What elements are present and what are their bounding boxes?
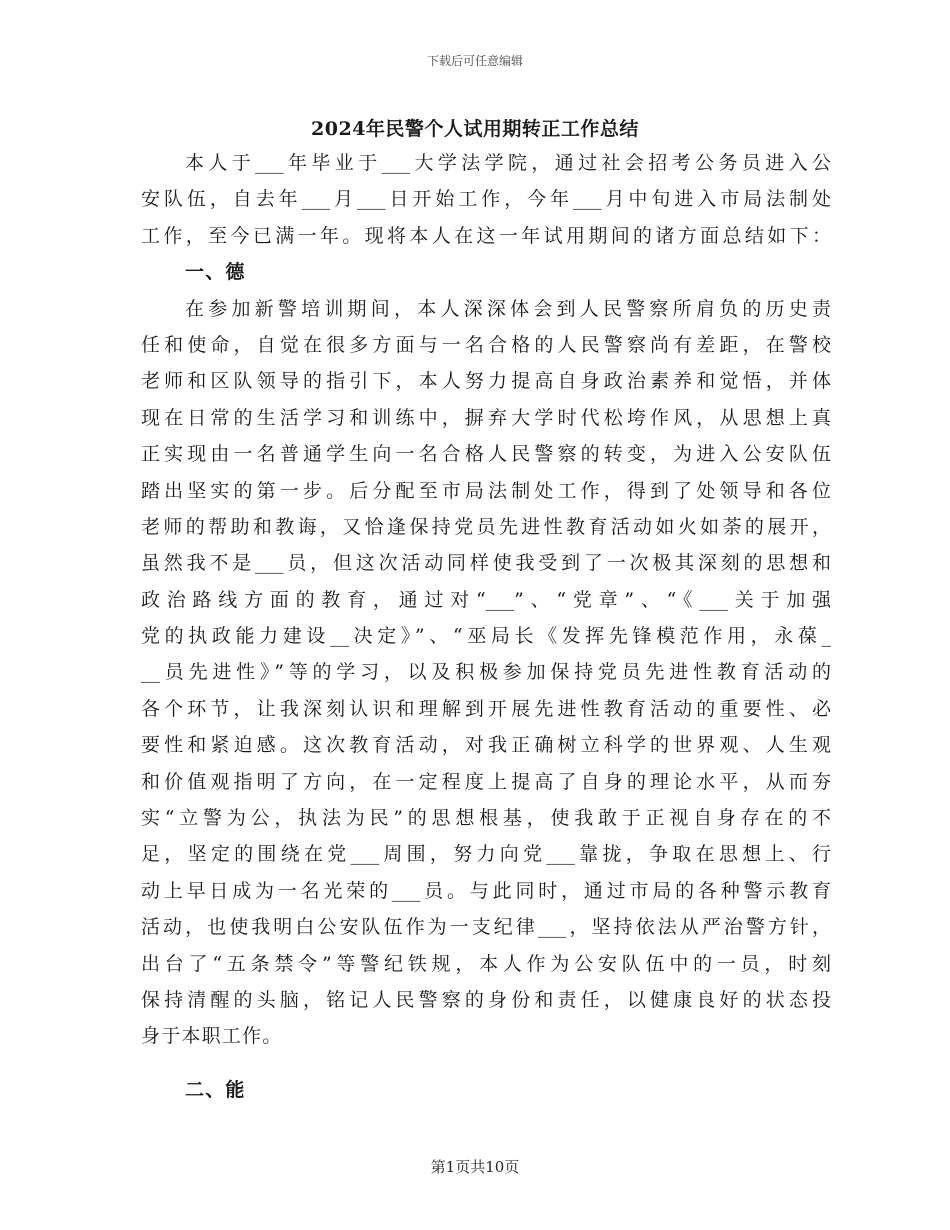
body-line: 身于本职工作。	[141, 1025, 283, 1048]
body-line: 活动，也使我明白公安队伍作为一支纪律___，坚持依法从严治警方针，	[141, 916, 831, 939]
body-line: 动上早日成为一名光荣的___员。与此同时，通过市局的各种警示教育	[141, 879, 831, 902]
body-line: __员先进性》”等的学习，以及积极参加保持党员先进性教育活动的	[141, 661, 831, 684]
body-line: 安队伍，自去年___月___日开始工作，今年___月中旬进入市局法制处	[141, 188, 831, 211]
body-line: 和价值观指明了方向，在一定程度上提高了自身的理论水平，从而夯	[141, 770, 831, 793]
body-line: 出台了“五条禁令”等警纪铁规，本人作为公安队伍中的一员，时刻	[141, 952, 831, 975]
body-line: 任和使命，自觉在很多方面与一名合格的人民警察尚有差距，在警校	[141, 333, 831, 356]
body-line: 正实现由一名普通学生向一名合格人民警察的转变，为进入公安队伍	[141, 443, 831, 466]
body-line: 政治路线方面的教育，通过对“___”、“党章”、“《___关于加强	[141, 588, 831, 611]
body-line: 踏出坚实的第一步。后分配至市局法制处工作，得到了处领导和各位	[141, 479, 831, 502]
body-line: 党的执政能力建设__决定》”、“巫局长《发挥先锋模范作用，永葆_	[141, 625, 831, 648]
section-heading-de: 一、德	[185, 261, 246, 284]
body-line: 老师的帮助和教诲，又恰逢保持党员先进性教育活动如火如荼的展开，	[141, 515, 831, 538]
body-line: 实“立警为公，执法为民”的思想根基，使我敢于正视自身存在的不	[141, 807, 831, 830]
body-line: 各个环节，让我深刻认识和理解到开展先进性教育活动的重要性、必	[141, 697, 831, 720]
page-footer: 第1页共10页	[430, 1158, 520, 1176]
body-line: 足，坚定的围绕在党___周围，努力向党___靠拢，争取在思想上、行	[141, 843, 831, 866]
section-heading-neng: 二、能	[185, 1079, 246, 1101]
body-line: 本人于___年毕业于___大学法学院，通过社会招考公务员进入公	[185, 152, 831, 174]
body-line: 现在日常的生活学习和训练中，摒弃大学时代松垮作风，从思想上真	[141, 406, 831, 429]
body-line: 保持清醒的头脑，铭记人民警察的身份和责任，以健康良好的状态投	[141, 988, 831, 1011]
body-line: 在参加新警培训期间，本人深深体会到人民警察所肩负的历史责	[185, 297, 831, 320]
document-title: 2024年民警个人试用期转正工作总结	[311, 118, 639, 140]
header-note: 下载后可任意编辑	[426, 54, 523, 68]
document-body	[141, 145, 831, 1055]
body-line: 老师和区队领导的指引下，本人努力提高自身政治素养和觉悟，并体	[141, 370, 831, 393]
body-line: 工作，至今已满一年。现将本人在这一年试用期间的诸方面总结如下：	[141, 224, 831, 247]
body-line: 要性和紧迫感。这次教育活动，对我正确树立科学的世界观、人生观	[141, 734, 831, 757]
body-line: 虽然我不是___员，但这次活动同样使我受到了一次极其深刻的思想和	[141, 552, 831, 575]
